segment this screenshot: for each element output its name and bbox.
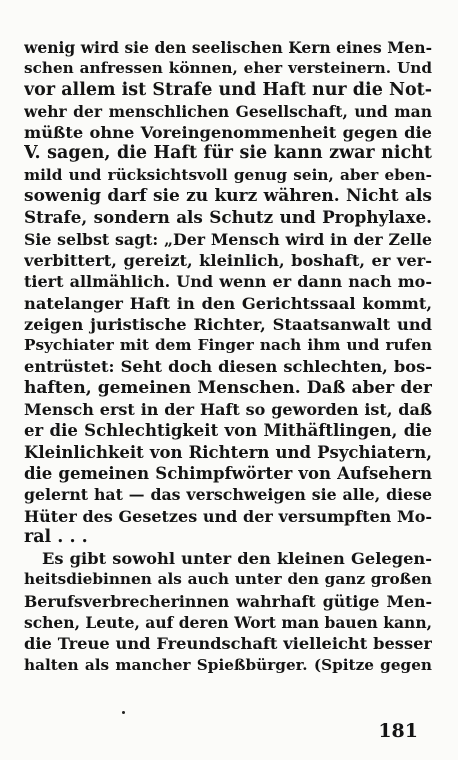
text-line: müßte ohne Voreingenommenheit gegen die [24,123,432,143]
text-line: heitsdiebinnen als auch unter den ganz großen [24,570,432,589]
text-line: schen, Leute, auf deren Wort man bauen kann, [24,613,432,633]
text-line: natelanger Haft in den Gerichtssaal kommt, [24,293,432,313]
page-number: 181 [378,720,418,742]
text-line: haften, gemeinen Menschen. Daß aber der [24,377,432,398]
text-line: er die Schlechtigkeit von Mithäftlingen, die [24,421,432,441]
text-line: Hüter des Gesetzes und der versumpften Mo- [24,506,432,526]
text-line: sowenig darf sie zu kurz währen. Nicht als [24,186,432,207]
text-line: Strafe, sondern als Schutz und Prophylaxe. [24,207,432,228]
text-line: mild und rücksichtsvoll genug sein, aber eben- [24,165,432,184]
text-line: tiert allmählich. Und wenn er dann nach mo- [24,272,432,292]
text-line: wenig wird sie den seelischen Kern eines Men- [24,38,432,57]
text-line: Mensch erst in der Haft so geworden ist, daß [24,400,432,420]
text-line: gelernt hat — das verschweigen sie alle, diese [24,485,432,505]
text-line: Psychiater mit dem Finger nach ihm und rufen [24,336,432,355]
text-line: verbittert, gereizt, kleinlich, boshaft, er ver- [24,250,432,270]
ink-speck [122,711,125,714]
text-line-paragraph-start: Es gibt sowohl unter den kleinen Gelegen- [42,549,432,569]
text-line: halten als mancher Spießbürger. (Spitze gegen [24,655,432,674]
text-line: Kleinlichkeit von Richtern und Psychiatern, [24,442,432,462]
text-line: die gemeinen Schimpfwörter von Aufsehern [24,463,432,483]
text-line: zeigen juristische Richter, Staatsanwalt und [24,314,432,334]
text-line: Sie selbst sagt: „Der Mensch wird in der Zelle [24,229,432,249]
text-line: die Treue und Freundschaft vielleicht besser [24,634,432,654]
text-line: Berufsverbrecherinnen wahrhaft gütige Men- [24,591,432,611]
text-line: schen anfressen können, eher versteinern. Und [24,59,432,78]
text-line: vor allem ist Strafe und Haft nur die Not- [24,79,432,100]
text-line: V. sagen, die Haft für sie kann zwar nicht [24,143,432,164]
body-text [24,37,432,676]
text-line: entrüstet: Seht doch diesen schlechten, bos- [24,357,432,377]
text-line: wehr der menschlichen Gesellschaft, und man [24,101,432,121]
text-line-paragraph-end: ral . . . [24,526,88,547]
